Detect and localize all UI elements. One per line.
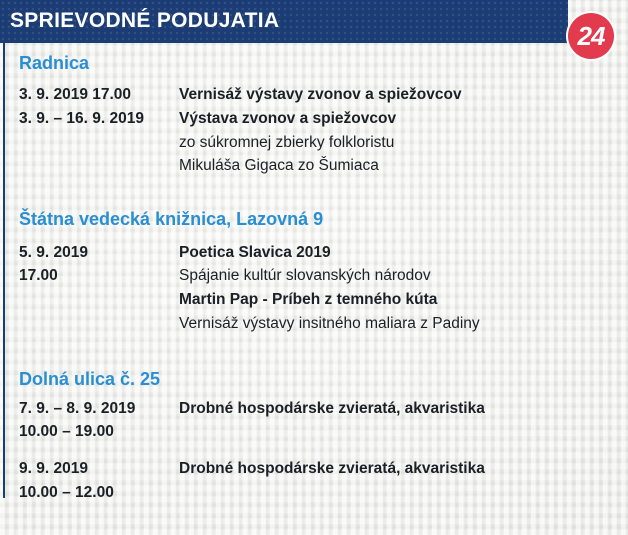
event-date: 5. 9. 2019 [19, 244, 88, 261]
header-banner [0, 0, 568, 43]
left-border-line [3, 43, 5, 498]
section-title-radnica: Radnica [19, 53, 90, 73]
event-title: Poetica Slavica 2019 [179, 244, 331, 261]
event-detail: Spájanie kultúr slovanských národov [179, 267, 431, 284]
event-date: 7. 9. – 8. 9. 2019 [19, 400, 136, 417]
event-time: 17.00 [19, 267, 58, 284]
event-detail: zo súkromnej zbierky folkloristu [179, 134, 395, 151]
event-detail: Vernisáž výstavy insitného maliara z Padiny [179, 315, 480, 332]
page-title: SPRIEVODNÉ PODUJATIA [10, 9, 280, 32]
logo-badge [568, 13, 614, 59]
event-detail: Mikuláša Gigaca zo Šumiaca [179, 157, 379, 174]
event-time: 10.00 – 12.00 [19, 484, 114, 501]
event-title: Vernisáž výstavy zvonov a spiežovcov [179, 86, 462, 103]
section-title-dolna-ulica: Dolná ulica č. 25 [19, 369, 161, 389]
event-date: 3. 9. – 16. 9. 2019 [19, 110, 144, 127]
event-title: Martin Pap - Príbeh z temného kúta [179, 291, 438, 308]
event-date: 3. 9. 2019 17.00 [19, 86, 132, 103]
event-date: 9. 9. 2019 [19, 460, 88, 477]
event-title: Drobné hospodárske zvieratá, akvaristika [179, 460, 485, 477]
event-title: Drobné hospodárske zvieratá, akvaristika [179, 400, 485, 417]
event-title: Výstava zvonov a spiežovcov [179, 110, 397, 127]
logo-badge-text: 24 [577, 21, 605, 51]
event-time: 10.00 – 19.00 [19, 423, 114, 440]
section-title-kniznica: Štátna vedecká knižnica, Lazovná 9 [19, 209, 324, 229]
